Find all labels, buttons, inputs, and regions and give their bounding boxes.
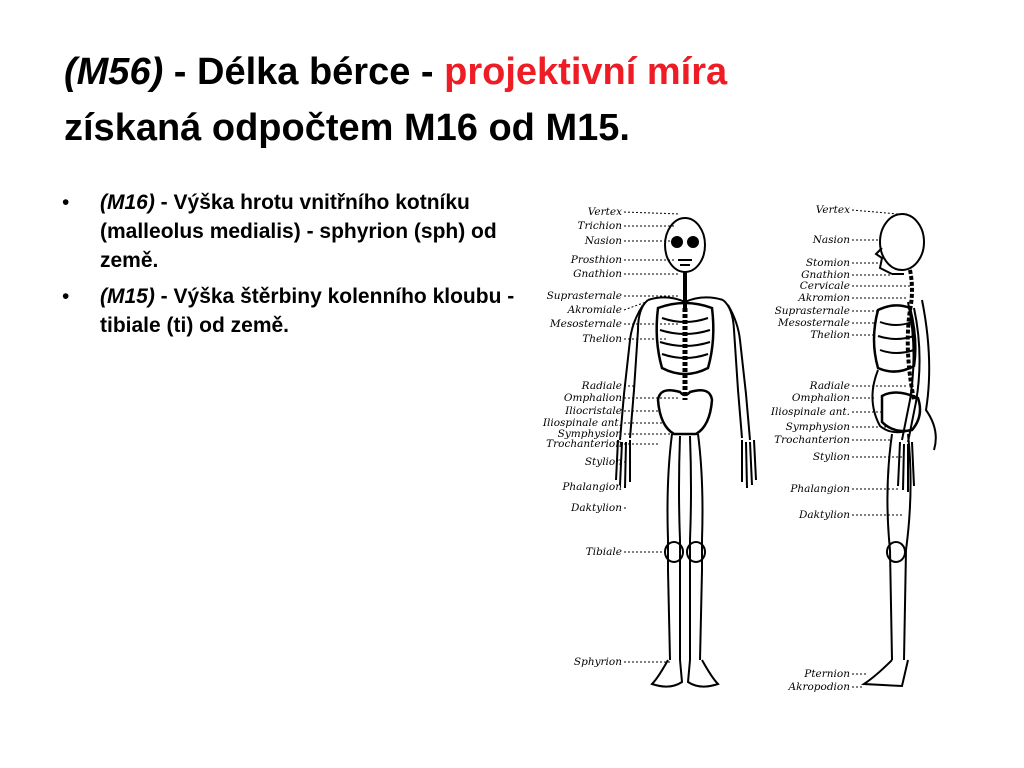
- label-omphalion-front: Omphalion: [563, 392, 622, 404]
- label-daktylion-front: Daktylion: [571, 502, 622, 514]
- label-suprasternale-side: Suprasternale: [774, 305, 850, 317]
- title-code: (M56): [64, 51, 164, 93]
- side-point-labels: [770, 204, 850, 693]
- label-vertex-front: Vertex: [587, 206, 622, 218]
- label-iliospinale-side: Iliospinale ant.: [770, 406, 850, 418]
- label-omphalion-side: Omphalion: [791, 392, 850, 404]
- label-thelion-front: Thelion: [582, 333, 622, 345]
- bullet-text-m15: - Výška štěrbiny kolenního kloubu - tibiale (ti) od země.: [100, 285, 515, 337]
- label-stylion-side: Stylion: [812, 451, 850, 463]
- label-sphyrion-front: Sphyrion: [573, 656, 622, 668]
- label-daktylion-side: Daktylion: [799, 509, 850, 521]
- label-trochanterion-front: Trochanterion: [546, 438, 622, 450]
- label-cervicale-side: Cervicale: [799, 280, 850, 292]
- front-point-labels: [542, 206, 622, 668]
- label-gnathion-front: Gnathion: [573, 268, 622, 280]
- label-nasion-front: Nasion: [584, 235, 622, 247]
- bullet-item-m15: [60, 282, 520, 340]
- label-radiale-front: Radiale: [581, 380, 622, 392]
- side-skeleton-drawing: [864, 214, 936, 686]
- label-iliocristale-front: Iliocristale: [565, 405, 622, 417]
- label-vertex-side: Vertex: [815, 204, 850, 216]
- bullet-list: [60, 188, 520, 347]
- label-trochanterion-side: Trochanterion: [774, 434, 850, 446]
- label-mesosternale-front: Mesosternale: [549, 318, 622, 330]
- label-phalangion-side: Phalangion: [790, 483, 850, 495]
- label-stylion-front: Stylion: [584, 456, 622, 468]
- label-gnathion-side: Gnathion: [801, 269, 850, 281]
- label-akromion-side: Akromion: [798, 292, 850, 304]
- label-tibiale-front: Tibiale: [585, 546, 622, 558]
- title-line2: získaná odpočtem M16 od M15.: [64, 107, 630, 149]
- label-iliospinale-front: Iliospinale ant.: [542, 417, 622, 429]
- label-radiale-side: Radiale: [809, 380, 850, 392]
- bullet-marker: •: [62, 285, 70, 308]
- label-pternion-side: Pternion: [804, 668, 850, 680]
- front-skeleton-drawing: [616, 218, 756, 687]
- label-mesosternale-side: Mesosternale: [777, 317, 850, 329]
- bullet-item-m16: [60, 188, 520, 275]
- label-akromiale-front: Akromiale: [567, 304, 622, 316]
- bullet-code-m15: (M15): [100, 285, 155, 308]
- label-stomion-side: Stomion: [805, 257, 850, 269]
- skeleton-illustration: [530, 190, 980, 705]
- label-akropodion-side: Akropodion: [788, 681, 850, 693]
- title-highlight: projektivní míra: [444, 51, 728, 93]
- label-thelion-side: Thelion: [810, 329, 850, 341]
- label-suprasternale-front: Suprasternale: [546, 290, 622, 302]
- bullet-code-m16: (M16): [100, 191, 155, 214]
- bullet-marker: •: [62, 191, 70, 214]
- title-separator: - Délka bérce -: [163, 51, 445, 93]
- label-trichion-front: Trichion: [577, 220, 622, 232]
- bullet-text-m16: - Výška hrotu vnitřního kotníku (malleolus medialis) - sphyrion (sph) od země.: [100, 191, 497, 272]
- label-nasion-side: Nasion: [812, 234, 850, 246]
- side-leader-lines: [852, 210, 910, 687]
- label-symphysion-side: Symphysion: [785, 421, 850, 433]
- slide-title: [64, 44, 964, 156]
- label-phalangion-front: Phalangion: [562, 481, 622, 493]
- label-prosthion-front: Prosthion: [570, 254, 622, 266]
- anthropometric-points-figure: [530, 190, 980, 705]
- label-symphysion-front: Symphysion: [557, 428, 622, 440]
